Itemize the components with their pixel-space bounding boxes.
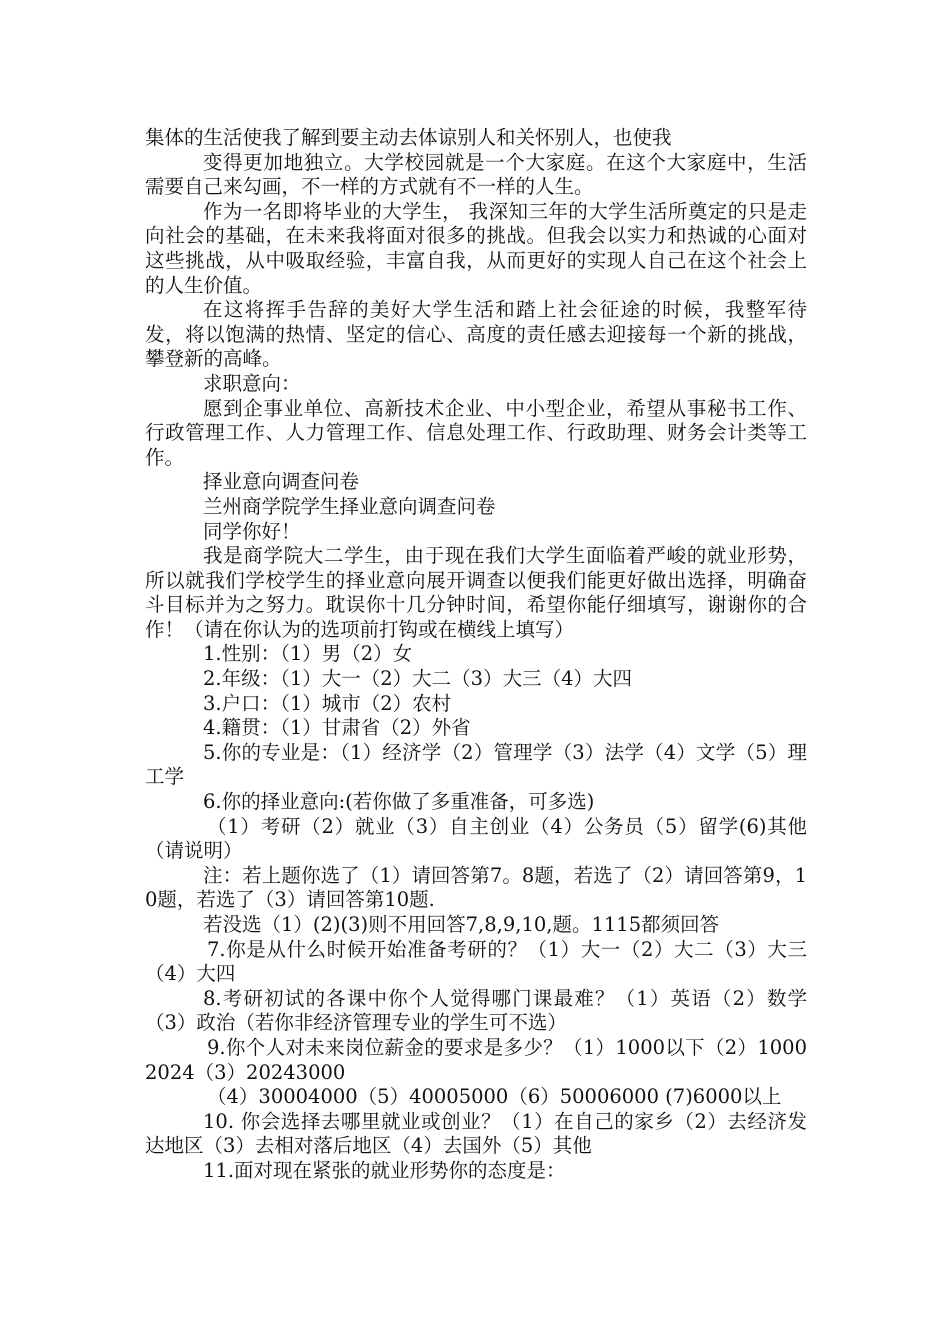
paragraph-graduate: 作为一名即将毕业的大学生， 我深知三年的大学生活所奠定的只是走向社会的基础，在未来我将面对很多的挑战。但我会以实力和热诚的心面对这些挑战，从中吸取经验，丰富自我，从而更好的实现人自己在这个社会上的人生价值。 (145, 199, 807, 297)
heading-job-intention: 求职意向： (203, 371, 301, 395)
paragraph-job-intention: 愿到企事业单位、高新技术企业、中小型企业，希望从事秘书工作、行政管理工作、人力管理工作、信息处理工作、行政助理、财务会计类等工作。 (145, 396, 807, 469)
question-salary: 9.你个人对未来岗位薪金的要求是多少？（1）1000以下（2）10002024（3）20243000 (145, 1035, 807, 1084)
question-gender: 1.性别：（1）男（2）女 (203, 642, 413, 666)
paragraph-farewell: 在这将挥手告辞的美好大学生活和踏上社会征途的时候，我整军待发，将以饱满的热情、坚定的信心、高度的责任感去迎接每一个新的挑战，攀登新的高峰。 (145, 298, 807, 371)
question-exam-start: 7.你是从什么时候开始准备考研的？（1）大一（2）大二（3）大三（4）大四 (145, 937, 807, 986)
paragraph-survey-intro: 我是商学院大二学生，由于现在我们大学生面临着严峻的就业形势，所以就我们学校学生的择业意向展开调查以便我们能更好做出选择，明确奋斗目标并为之努力。耽误你十几分钟时间，希望你能仔细填写，谢谢你的合作！（请在你认为的选项前打钩或在横线上填写） (145, 544, 807, 641)
question-attitude: 11.面对现在紧张的就业形势你的态度是： (203, 1158, 566, 1182)
document-body (145, 126, 807, 1184)
heading-survey: 择业意向调查问卷 (203, 470, 360, 494)
paragraph-collective-life: 集体的生活使我了解到要主动去体谅别人和关怀别人，也使我 (145, 126, 672, 149)
question-household: 3.户口：（1）城市（2）农村 (203, 691, 452, 715)
greeting: 同学你好！ (203, 519, 301, 543)
heading-survey-full-title: 兰州商学院学生择业意向调查问卷 (203, 494, 496, 518)
note-instructions: 注：若上题你选了（1）请回答第7。8题，若选了（2）请回答第9，10题，若选了（3）请回答第10题. (145, 863, 807, 912)
paragraph-independence: 变得更加地独立。大学校园就是一个大家庭。在这个大家庭中，生活需要自己来勾画，不一样的方式就有不一样的人生。 (145, 150, 807, 199)
question-grade: 2.年级：（1）大一（2）大二（3）大三（4）大四 (203, 667, 632, 691)
question-location: 10. 你会选择去哪里就业或创业？（1）在自己的家乡（2）去经济发达地区（3）去相对落后地区（4）去国外（5）其他 (145, 1109, 807, 1158)
question-career-intention: 6.你的择业意向:(若你做了多重准备，可多选) (203, 790, 595, 814)
question-major: 5.你的专业是：（1）经济学（2）管理学（3）法学（4）文学（5）理工学 (145, 740, 807, 789)
note-skip-rule: 若没选（1）(2)(3)则不用回答7,8,9,10,题。1115都须回答 (203, 913, 720, 936)
question-hometown: 4.籍贯：（1）甘肃省（2）外省 (203, 716, 471, 740)
question-salary-options: （4）30004000（5）40005000（6）50006000 (7)6000以上 (207, 1085, 782, 1109)
question-career-options: （1）考研（2）就业（3）自主创业（4）公务员（5）留学(6)其他（请说明） (145, 814, 807, 863)
question-hardest-course: 8.考研初试的各课中你个人觉得哪门课最难？（1）英语（2）数学（3）政治（若你非经济管理专业的学生可不选） (145, 986, 807, 1035)
